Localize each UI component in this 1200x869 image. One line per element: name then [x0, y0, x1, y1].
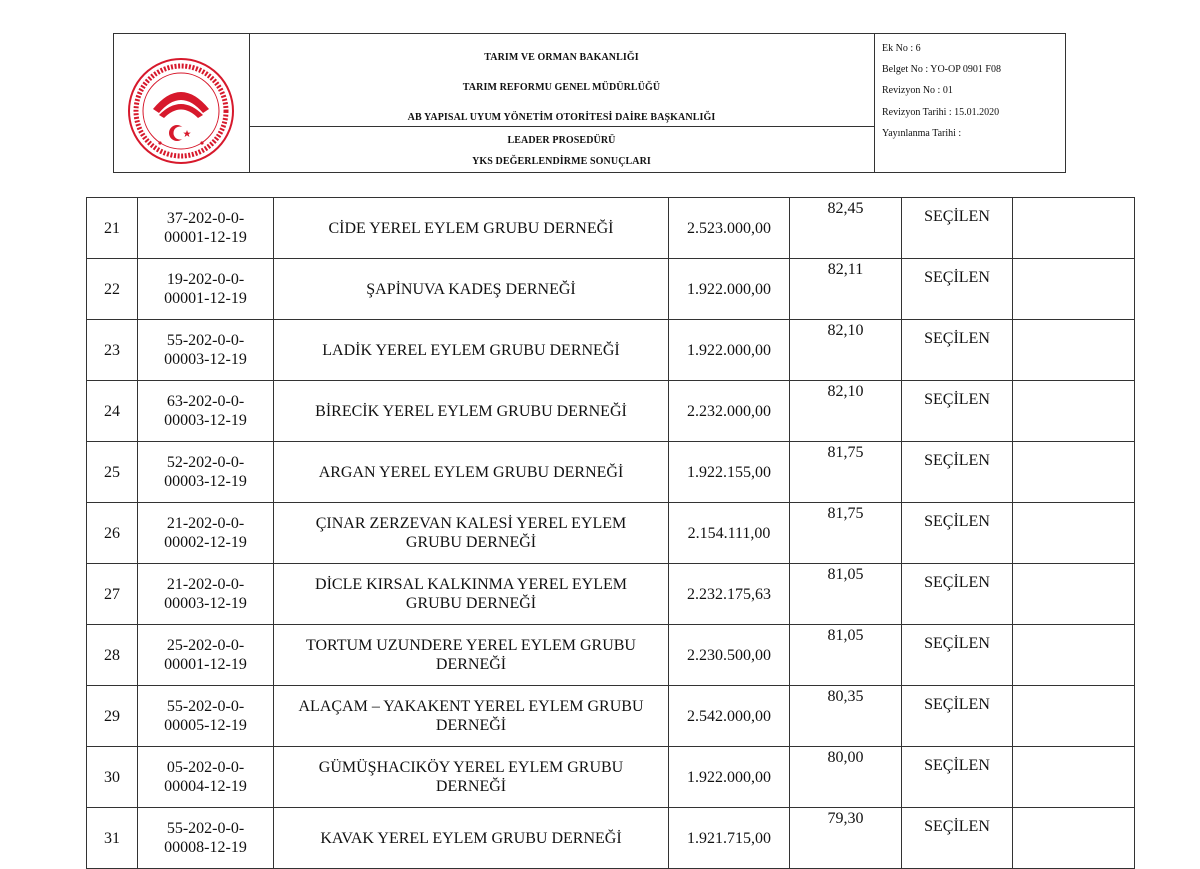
table-row [87, 625, 1135, 686]
budget-amount: 1.922.000,00 [669, 259, 790, 320]
group-name [274, 564, 669, 625]
score-value: 81,75 [790, 503, 902, 564]
group-name [274, 686, 669, 747]
application-code [138, 625, 274, 686]
status-label: SEÇİLEN [902, 442, 1013, 503]
empty-cell [1013, 564, 1135, 625]
application-code-line: 00004-12-19 [164, 778, 247, 795]
group-name-line: ŞAPİNUVA KADEŞ DERNEĞİ [366, 280, 576, 298]
score-value: 81,05 [790, 625, 902, 686]
group-name-line: GRUBU DERNEĞİ [405, 595, 537, 612]
application-code-line: 55-202-0-0- [166, 332, 245, 349]
budget-amount: 2.230.500,00 [669, 625, 790, 686]
application-code-line: 05-202-0-0- [166, 759, 245, 776]
table-row [87, 747, 1135, 808]
meta-revizyon-no: Revizyon No : 01 [882, 85, 953, 96]
org-line-ministry: TARIM VE ORMAN BAKANLIĞI [484, 52, 639, 63]
score-value: 81,05 [790, 564, 902, 625]
group-name [274, 198, 669, 259]
application-code [138, 503, 274, 564]
score-value: 82,10 [790, 381, 902, 442]
empty-cell [1013, 686, 1135, 747]
row-number: 25 [87, 442, 138, 503]
application-code [138, 259, 274, 320]
table-row [87, 686, 1135, 747]
empty-cell [1013, 198, 1135, 259]
application-code-line: 00003-12-19 [164, 473, 247, 490]
meta-yayinlanma-tarihi: Yayınlanma Tarihi : [882, 128, 962, 139]
application-code-line: 00002-12-19 [164, 534, 247, 551]
table-row [87, 503, 1135, 564]
budget-amount: 1.922.155,00 [669, 442, 790, 503]
empty-cell [1013, 381, 1135, 442]
meta-ek-no: Ek No : 6 [882, 43, 921, 54]
budget-amount: 2.232.175,63 [669, 564, 790, 625]
row-number: 28 [87, 625, 138, 686]
empty-cell [1013, 503, 1135, 564]
status-label: SEÇİLEN [902, 503, 1013, 564]
status-label: SEÇİLEN [902, 625, 1013, 686]
application-code-line: 00003-12-19 [164, 351, 247, 368]
group-name-line: DERNEĞİ [435, 778, 507, 795]
org-line-directorate: TARIM REFORMU GENEL MÜDÜRLÜĞÜ [462, 82, 661, 93]
table-row [87, 564, 1135, 625]
status-label: SEÇİLEN [902, 320, 1013, 381]
budget-amount: 2.523.000,00 [669, 198, 790, 259]
row-number: 22 [87, 259, 138, 320]
score-value: 82,11 [790, 259, 902, 320]
row-number: 23 [87, 320, 138, 381]
application-code-line: 00003-12-19 [164, 412, 247, 429]
meta-belge-no: Belget No : YO-OP 0901 F08 [882, 64, 1001, 75]
doc-results-title: YKS DEĞERLENDİRME SONUÇLARI [472, 156, 651, 167]
group-name [274, 442, 669, 503]
results-table [86, 197, 1135, 869]
group-name-line: DİCLE KIRSAL KALKINMA YEREL EYLEM [315, 576, 627, 593]
status-label: SEÇİLEN [902, 686, 1013, 747]
table-row [87, 259, 1135, 320]
application-code-line: 52-202-0-0- [166, 454, 245, 471]
application-code-line: 55-202-0-0- [166, 820, 245, 837]
doc-meta [874, 34, 1065, 172]
score-value: 81,75 [790, 442, 902, 503]
empty-cell [1013, 808, 1135, 869]
budget-amount: 1.921.715,00 [669, 808, 790, 869]
application-code-line: 00005-12-19 [164, 717, 247, 734]
ministry-logo [127, 57, 235, 165]
application-code [138, 747, 274, 808]
status-label: SEÇİLEN [902, 198, 1013, 259]
empty-cell [1013, 442, 1135, 503]
row-number: 21 [87, 198, 138, 259]
group-name [274, 808, 669, 869]
title-cell [249, 34, 875, 172]
row-number: 29 [87, 686, 138, 747]
logo-cell [114, 34, 250, 172]
row-number: 27 [87, 564, 138, 625]
application-code-line: 00001-12-19 [164, 656, 247, 673]
application-code [138, 442, 274, 503]
application-code-line: 63-202-0-0- [166, 393, 245, 410]
group-name-line: CİDE YEREL EYLEM GRUBU DERNEĞİ [328, 219, 614, 237]
org-line-department: AB YAPISAL UYUM YÖNETİM OTORİTESİ DAİRE BAŞKANLIĞI [407, 112, 716, 123]
application-code [138, 381, 274, 442]
doc-procedure-title: LEADER PROSEDÜRÜ [507, 135, 616, 146]
budget-amount: 2.154.111,00 [669, 503, 790, 564]
group-name-line: GÜMÜŞHACIKÖY YEREL EYLEM GRUBU [318, 759, 624, 776]
status-label: SEÇİLEN [902, 381, 1013, 442]
document-header [113, 33, 1066, 173]
group-name [274, 747, 669, 808]
application-code-line: 21-202-0-0- [166, 576, 245, 593]
group-name-line: DERNEĞİ [435, 656, 507, 673]
status-label: SEÇİLEN [902, 808, 1013, 869]
application-code-line: 00003-12-19 [164, 595, 247, 612]
budget-amount: 1.922.000,00 [669, 747, 790, 808]
empty-cell [1013, 625, 1135, 686]
group-name-line: LADİK YEREL EYLEM GRUBU DERNEĞİ [322, 341, 620, 359]
application-code [138, 686, 274, 747]
application-code-line: 21-202-0-0- [166, 515, 245, 532]
group-name [274, 381, 669, 442]
group-name-line: GRUBU DERNEĞİ [405, 534, 537, 551]
group-name [274, 320, 669, 381]
status-label: SEÇİLEN [902, 259, 1013, 320]
score-value: 80,35 [790, 686, 902, 747]
application-code-line: 25-202-0-0- [166, 637, 245, 654]
results-table-body [87, 198, 1135, 869]
table-row [87, 198, 1135, 259]
application-code [138, 320, 274, 381]
status-label: SEÇİLEN [902, 747, 1013, 808]
empty-cell [1013, 320, 1135, 381]
application-code [138, 564, 274, 625]
empty-cell [1013, 747, 1135, 808]
table-row [87, 442, 1135, 503]
score-value: 80,00 [790, 747, 902, 808]
row-number: 26 [87, 503, 138, 564]
budget-amount: 2.542.000,00 [669, 686, 790, 747]
empty-cell [1013, 259, 1135, 320]
group-name-line: BİRECİK YEREL EYLEM GRUBU DERNEĞİ [315, 402, 627, 420]
group-name [274, 503, 669, 564]
application-code-line: 19-202-0-0- [166, 271, 245, 288]
score-value: 82,10 [790, 320, 902, 381]
group-name-line: DERNEĞİ [435, 717, 507, 734]
application-code-line: 00001-12-19 [164, 229, 247, 246]
application-code-line: 37-202-0-0- [166, 210, 245, 227]
application-code-line: 55-202-0-0- [166, 698, 245, 715]
org-block [249, 34, 874, 127]
budget-amount: 1.922.000,00 [669, 320, 790, 381]
group-name-line: ALAÇAM – YAKAKENT YEREL EYLEM GRUBU [298, 698, 644, 715]
application-code [138, 808, 274, 869]
budget-amount: 2.232.000,00 [669, 381, 790, 442]
application-code [138, 198, 274, 259]
application-code-line: 00001-12-19 [164, 290, 247, 307]
row-number: 31 [87, 808, 138, 869]
group-name-line: KAVAK YEREL EYLEM GRUBU DERNEĞİ [320, 829, 622, 847]
status-label: SEÇİLEN [902, 564, 1013, 625]
row-number: 30 [87, 747, 138, 808]
table-row [87, 320, 1135, 381]
score-value: 82,45 [790, 198, 902, 259]
application-code-line: 00008-12-19 [164, 839, 247, 856]
group-name [274, 259, 669, 320]
score-value: 79,30 [790, 808, 902, 869]
group-name-line: ARGAN YEREL EYLEM GRUBU DERNEĞİ [318, 463, 624, 481]
row-number: 24 [87, 381, 138, 442]
table-row [87, 808, 1135, 869]
group-name-line: TORTUM UZUNDERE YEREL EYLEM GRUBU [306, 637, 636, 654]
group-name [274, 625, 669, 686]
table-row [87, 381, 1135, 442]
group-name-line: ÇINAR ZERZEVAN KALESİ YEREL EYLEM [315, 515, 627, 532]
meta-revizyon-tarihi: Revizyon Tarihi : 15.01.2020 [882, 107, 1000, 118]
